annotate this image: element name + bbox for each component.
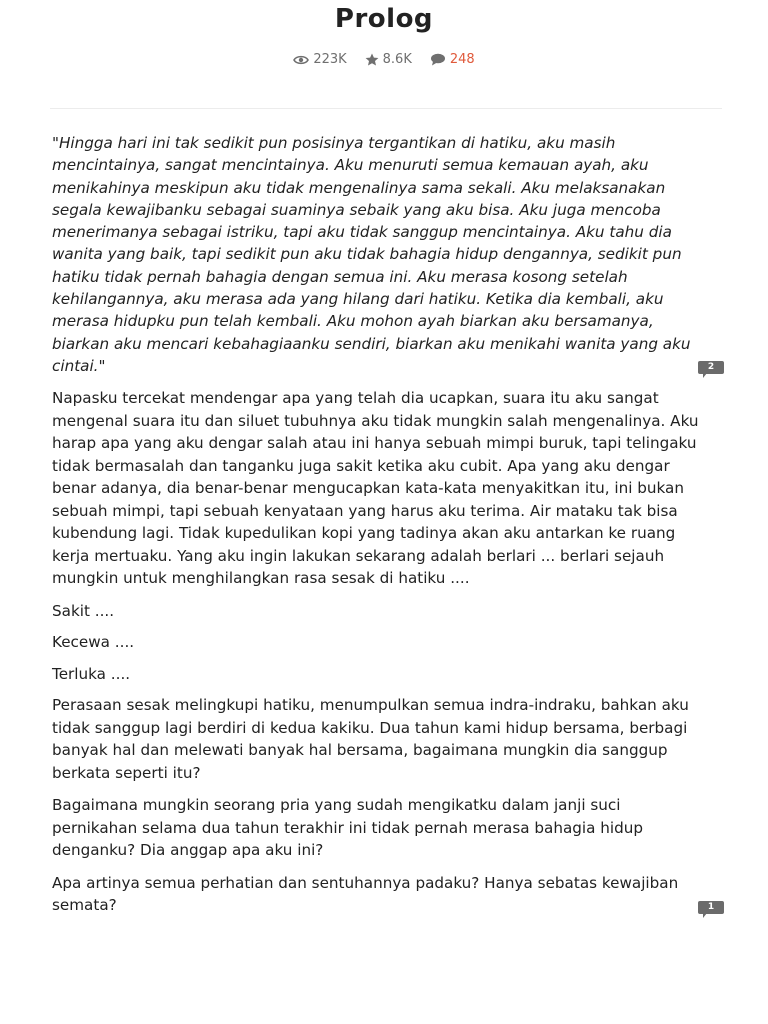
- paragraph-3: [52, 600, 700, 623]
- votes-count: 8.6K: [382, 52, 412, 67]
- paragraph-text: Perasaan sesak melingkupi hatiku, menumpulkan semua indra-indraku, bahkan aku tidak sanggup lagi berdiri di kedua kakiku. Dua tahun kami hidup bersama, berbagi banyak hal dan melewati banyak hal bersama, bagaimana mungkin dia sanggup berkata seperti itu?: [52, 696, 689, 782]
- paragraph-text: "Hingga hari ini tak sedikit pun posisinya tergantikan di hatiku, aku masih mencintainya, sangat mencintainya. Aku menuruti semua kemauan ayah, aku menikahinya meskipun aku tidak mengenalinya sama sekali. Aku melaksanakan segala kewajibanku sebagai suaminya sebaik yang aku bisa. Aku juga mencoba menerimanya sebagai istriku, tapi aku tidak sanggup mencintainya. Aku tahu dia wanita yang baik, tapi sedikit pun aku tidak bahagia hidup dengannya, sedikit pun hatiku tidak pernah bahagia dengan semua ini. Aku merasa kosong setelah kehilangannya, aku merasa ada yang hilang dari hatiku. Ketika dia kembali, aku merasa hidupku pun telah kembali. Aku mohon ayah biarkan aku bersamanya, biarkan aku mencari kebahagiaanku sendiri, biarkan aku menikahi wanita yang aku cintai.": [52, 134, 691, 375]
- paragraph-text: Terluka ....: [52, 664, 131, 683]
- comment-bubble-tail: [703, 373, 707, 378]
- comment-count-badge: 2: [698, 361, 724, 374]
- votes-stat: [365, 52, 412, 67]
- paragraph-2: [52, 387, 700, 590]
- chapter-stats: [0, 52, 768, 67]
- reads-stat: [293, 52, 346, 67]
- reads-count: 223K: [313, 52, 347, 67]
- paragraph-text: Apa artinya semua perhatian dan sentuhannya padaku? Hanya sebatas kewajiban semata?: [52, 873, 679, 915]
- paragraph-text: Sakit ....: [52, 601, 115, 620]
- paragraph-5: [52, 663, 700, 686]
- paragraph-4: [52, 631, 700, 654]
- chapter-title: Prolog: [334, 4, 434, 34]
- paragraph-text: Napasku tercekat mendengar apa yang telah dia ucapkan, suara itu aku sangat mengenal suara itu dan siluet tubuhnya aku tidak mungkin salah mengenalinya. Aku harap apa yang aku dengar salah atau ini hanya sebuah mimpi buruk, tapi telingaku tidak bermasalah dan tanganku juga sakit ketika aku cubit. Apa yang aku dengar benar adanya, dia benar-benar mengucapkan kata-kata menyakitkan itu, ini bukan sebuah mimpi, tapi sebuah kenyataan yang harus aku terima. Air mataku tak bisa kubendung lagi. Tidak kupedulikan kopi yang tadinya akan aku antarkan ke ruang kerja mertuaku. Yang aku ingin lakukan sekarang adalah berlari ... berlari sejauh mungkin untuk menghilangkan rasa sesak di hatiku ....: [52, 389, 699, 588]
- comments-stat[interactable]: [430, 52, 475, 67]
- chapter-body: [52, 132, 715, 927]
- comments-count: 248: [449, 52, 475, 67]
- paragraph-text: Kecewa ....: [52, 633, 135, 652]
- eye-icon: [293, 54, 309, 66]
- paragraph-text: Bagaimana mungkin seorang pria yang sudah mengikatku dalam janji suci pernikahan selama dua tahun terakhir ini tidak pernah merasa bahagia hidup denganku? Dia anggap apa aku ini?: [52, 796, 644, 860]
- comment-bubble-tail: [703, 913, 707, 918]
- paragraph-6: [52, 694, 700, 784]
- inline-comment-button[interactable]: [698, 361, 724, 379]
- header-divider: [50, 108, 722, 109]
- paragraph-1: [52, 132, 715, 377]
- paragraph-8: [52, 872, 715, 917]
- comment-count-badge: 1: [698, 901, 724, 914]
- speech-bubble-icon: [430, 53, 446, 66]
- paragraph-7: [52, 794, 700, 862]
- star-icon: [365, 53, 379, 66]
- inline-comment-button[interactable]: [698, 901, 724, 919]
